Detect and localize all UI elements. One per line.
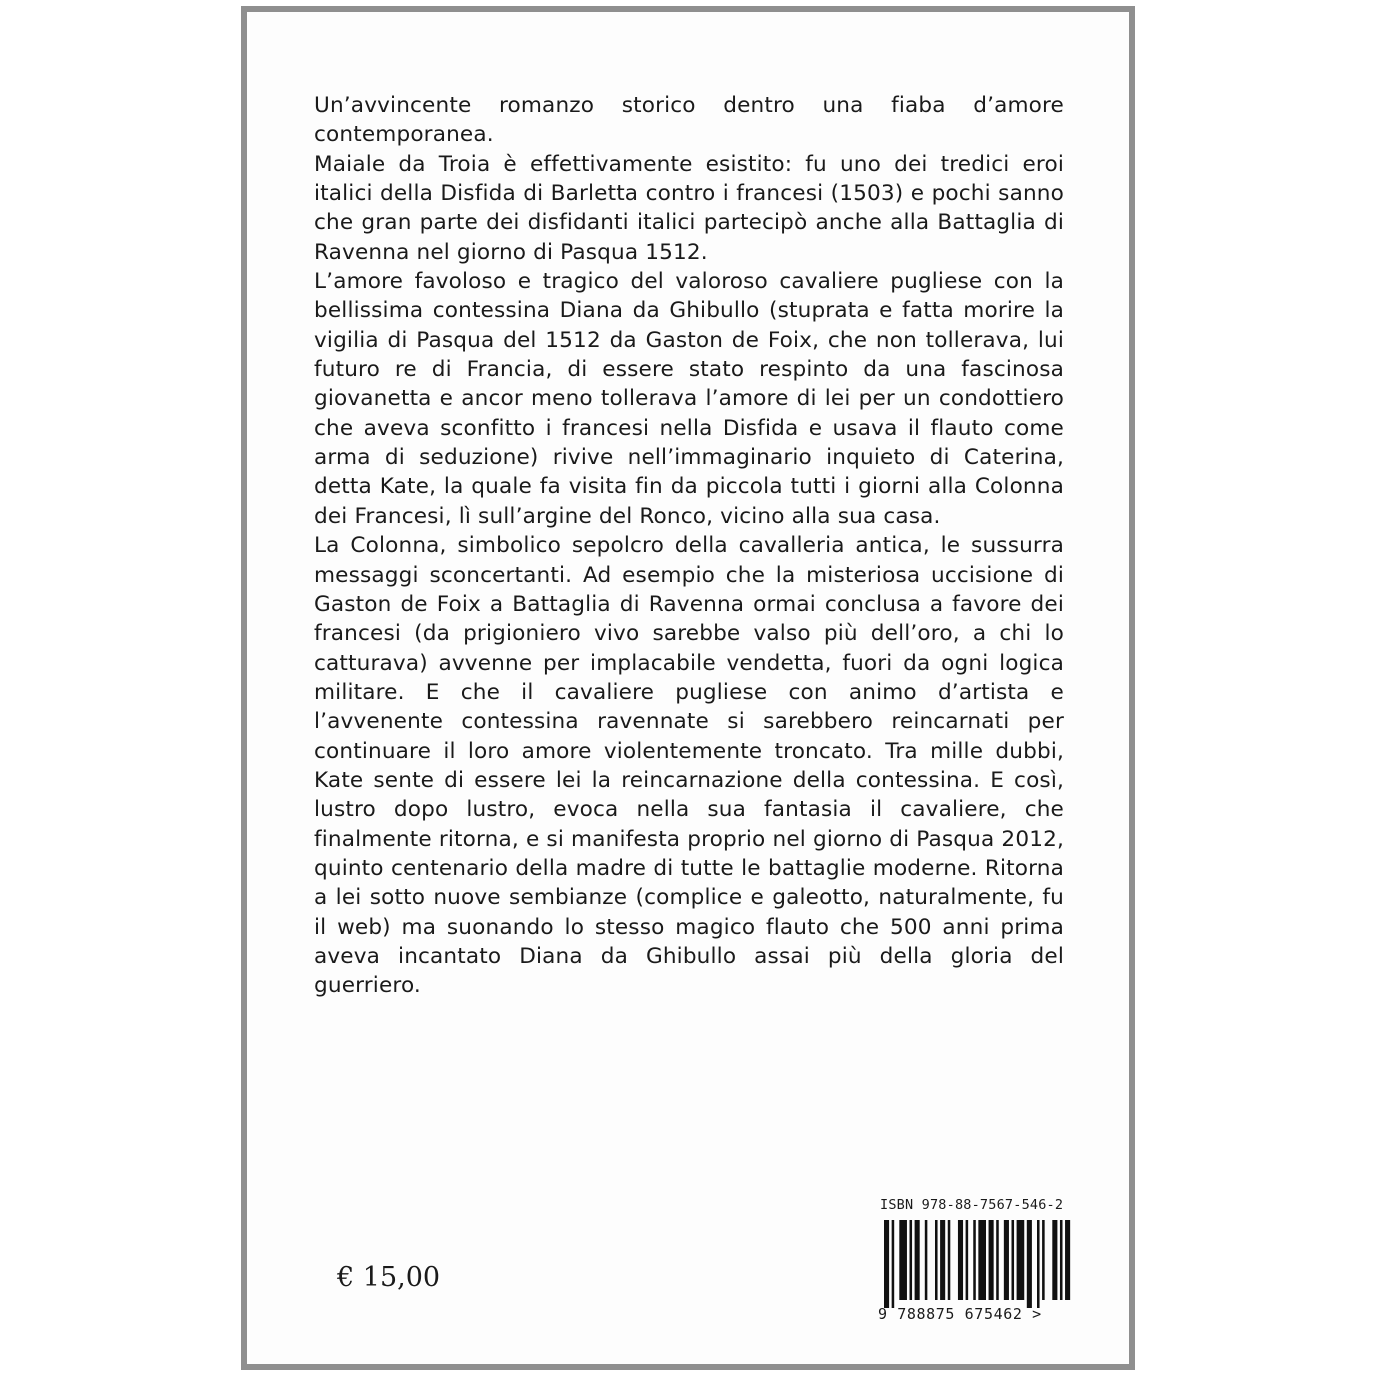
barcode-bar <box>915 1220 920 1300</box>
barcode-digits: 9 788875 675462 > <box>878 1305 1042 1323</box>
barcode-bar <box>1052 1220 1057 1300</box>
barcode-bar <box>1004 1220 1009 1300</box>
barcode-bar <box>940 1220 945 1300</box>
barcode-bar <box>996 1220 999 1300</box>
isbn-label: ISBN 978-88-7567-546-2 <box>880 1197 1064 1213</box>
barcode-bar <box>1027 1220 1032 1308</box>
barcode-bar <box>948 1220 951 1300</box>
barcode-bar <box>899 1220 907 1300</box>
barcode-bar <box>884 1220 889 1308</box>
barcode-bar <box>925 1220 928 1300</box>
barcode-bar <box>989 1220 994 1300</box>
barcode-bar <box>1042 1220 1045 1300</box>
barcode-bar <box>1065 1220 1070 1300</box>
price-label: € 15,00 <box>337 1262 441 1293</box>
barcode-bar <box>1017 1220 1025 1300</box>
blurb-paragraph-history: Maiale da Troia è effettivamente esistito: fu uno dei tredici eroi italici della Disfida di Barletta contro i francesi (1503) e pochi sanno che gran parte dei disfidanti italici partecipò anche alla Battaglia di Ravenna nel giorno di Pasqua 1512. <box>314 151 1064 265</box>
barcode-bar <box>892 1220 895 1308</box>
barcode-bar <box>958 1220 963 1300</box>
barcode-bar <box>978 1220 986 1300</box>
blurb-paragraph-intro: Un’avvincente romanzo storico dentro una fiaba d’amore contemporanea. <box>314 93 1064 148</box>
barcode-bar <box>935 1220 938 1300</box>
barcode-bar <box>973 1220 976 1300</box>
blurb-paragraph-colonna: La Colonna, simbolico sepolcro della cavalleria antica, le sussurra messaggi sconcertanti. Ad esempio che la misteriosa uccisione di Gaston de Foix a Battaglia di Ravenna ormai conclusa a favore dei francesi (da prigioniero vivo sarebbe valso più dell’oro, a chi lo catturava) avvenne per implacabile vendetta, fuori da ogni logica militare. E che il cavaliere pugliese con animo d’artista e l’avvenente contessina ravennate si sarebbero reincarnati per continuare il loro amore violentemente troncato. Tra mille dubbi, Kate sente di essere lei la reincarnazione della contessina. E così, lustro dopo lustro, evoca nella sua fantasia il cavaliere, che finalmente ritorna, e si manifesta proprio nel giorno di Pasqua 2012, quinto centenario della madre di tutte le battaglie moderne. Ritorna a lei sotto nuove sembianze (complice e galeotto, naturalmente, fu il web) ma suonando lo stesso magico flauto che 500 anni prima aveva incantato Diana da Ghibullo assai più della gloria del guerriero. <box>314 533 1064 999</box>
barcode-bar <box>966 1220 969 1300</box>
barcode-bar <box>1012 1220 1015 1300</box>
blurb-paragraph-love-story: L’amore favoloso e tragico del valoroso cavaliere pugliese con la bellissima contessina Diana da Ghibullo (stuprata e fatta morire la vigilia di Pasqua del 1512 da Gaston de Foix, che non tollerava, lui futuro re di Francia, di essere stato respinto da una fascinosa giovanetta e ancor meno tollerava l’amore di lei per un condottiero che aveva sconfitto i francesi nella Disfida e usava il flauto come arma di seduzione) rivive nell’immaginario inquieto di Caterina, detta Kate, la quale fa visita fin da piccola tutti i giorni alla Colonna dei Francesi, lì sull’argine del Ronco, vicino alla sua casa. <box>314 269 1064 529</box>
barcode-bar <box>1060 1220 1063 1300</box>
barcode-bar <box>1037 1220 1040 1308</box>
barcode-bar <box>910 1220 913 1300</box>
back-cover-blurb <box>314 91 1064 1001</box>
